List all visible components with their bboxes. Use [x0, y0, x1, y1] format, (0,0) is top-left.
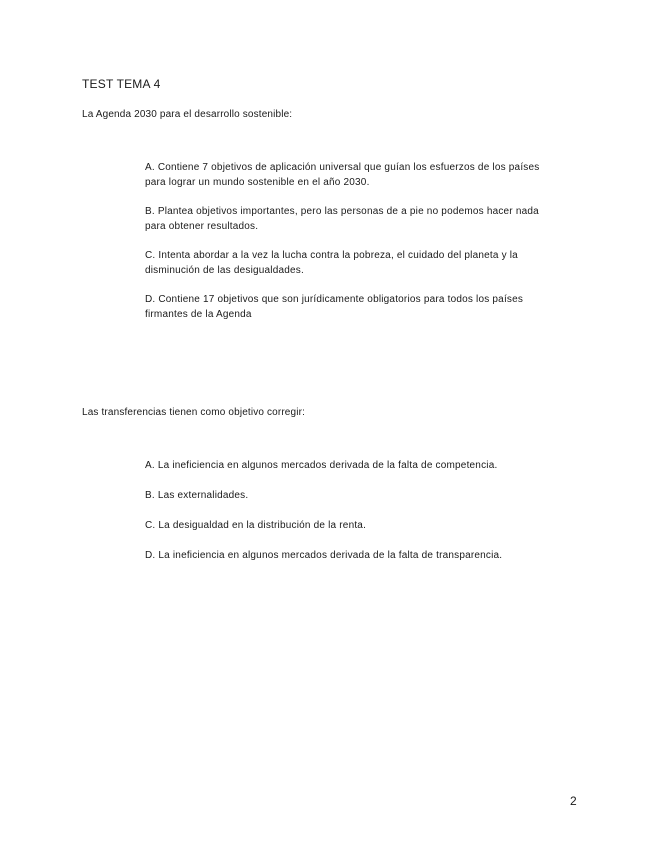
- question-1-option-a: A. Contiene 7 objetivos de aplicación universal que guían los esfuerzos de los países para lograr un mundo sostenible en el año 2030.: [145, 162, 540, 188]
- question-2-option-b: B. Las externalidades.: [145, 490, 249, 501]
- question-1-option-b: B. Plantea objetivos importantes, pero las personas de a pie no podemos hacer nada para obtener resultados.: [145, 206, 539, 232]
- page-number: 2: [570, 794, 577, 808]
- question-2-option-d: D. La ineficiencia en algunos mercados derivada de la falta de transparencia.: [145, 550, 503, 561]
- question-1-option-c: C. Intenta abordar a la vez la lucha contra la pobreza, el cuidado del planeta y la disminución de las desigualdades.: [145, 250, 518, 276]
- question-2-option-c: C. La desigualdad en la distribución de la renta.: [145, 520, 367, 531]
- question-1-option-d: D. Contiene 17 objetivos que son jurídicamente obligatorios para todos los países firmantes de la Agenda: [145, 294, 524, 320]
- question-2-option-a: A. La ineficiencia en algunos mercados derivada de la falta de competencia.: [145, 460, 498, 471]
- document-title: TEST TEMA 4: [82, 77, 161, 91]
- question-1-options: [145, 160, 545, 336]
- question-2-options: [145, 458, 545, 578]
- question-1-prompt: La Agenda 2030 para el desarrollo sostenible:: [82, 109, 293, 120]
- question-2-prompt: Las transferencias tienen como objetivo corregir:: [82, 407, 306, 418]
